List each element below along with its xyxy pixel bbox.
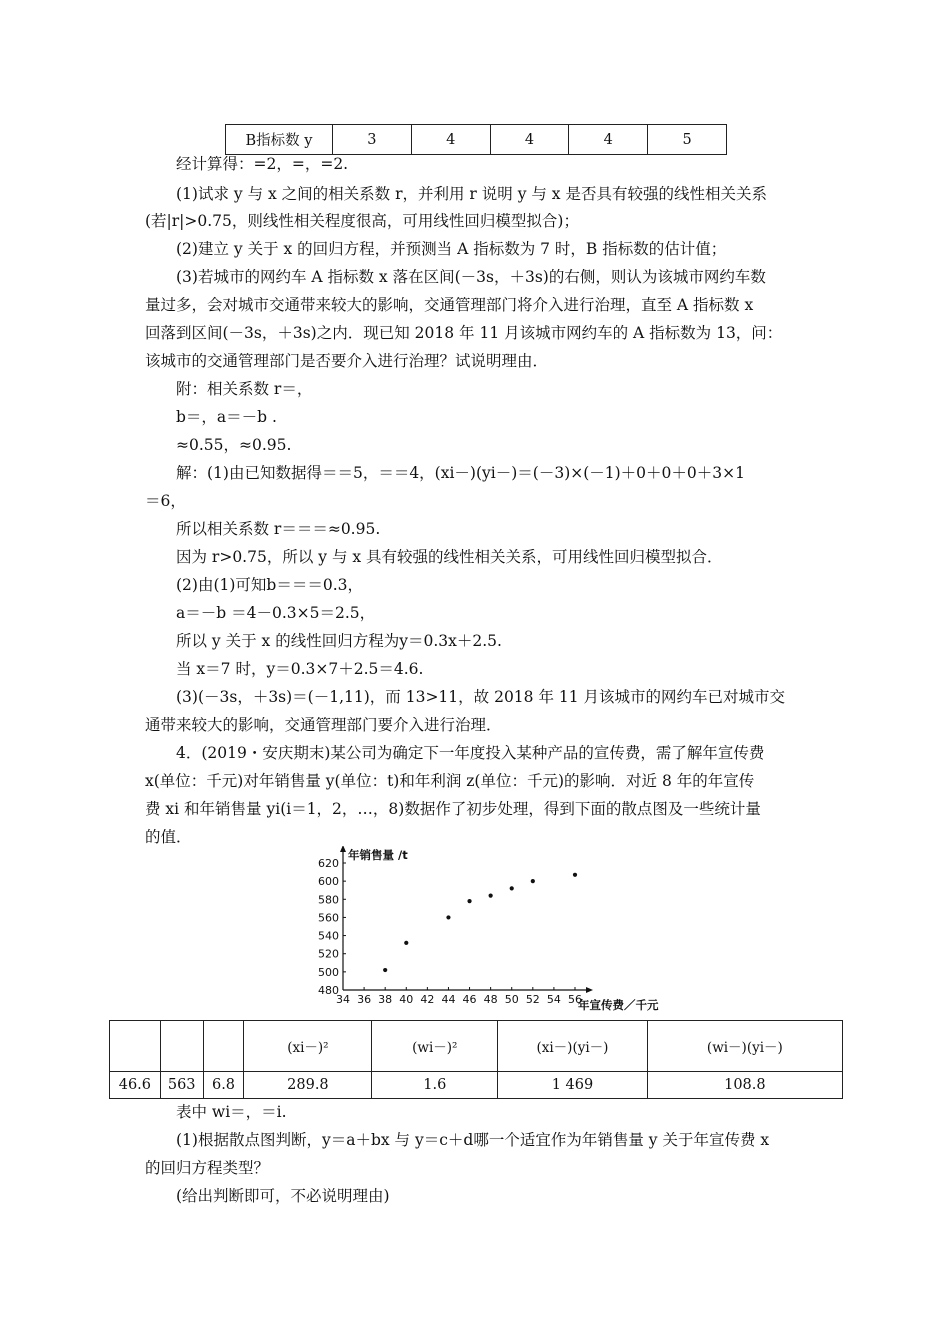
text-line: (若|r|>0.75，则线性相关程度很高，可用线性回归模型拟合)；	[145, 212, 579, 230]
data-point	[404, 941, 408, 945]
stats-header: (wi－)²	[372, 1021, 498, 1072]
x-tick-label: 48	[483, 993, 498, 1006]
data-point	[510, 886, 514, 890]
text-line: a＝－b ＝4－0.3×5＝2.5，	[176, 604, 376, 622]
y-tick-label: 480	[318, 984, 339, 997]
scatter-chart	[310, 846, 680, 1014]
text-line: 经计算得：=2，=，=2.	[176, 155, 349, 173]
stats-value: 289.8	[244, 1072, 372, 1099]
stats-header	[110, 1021, 161, 1072]
x-tick-label: 38	[378, 993, 393, 1006]
y-tick-label: 540	[318, 929, 339, 943]
b-value: 5	[648, 125, 727, 155]
stats-value: 108.8	[647, 1072, 842, 1099]
text-line: 附：相关系数 r＝，	[176, 380, 313, 398]
stats-header: (xi－)²	[244, 1021, 372, 1072]
stats-table	[109, 1020, 843, 1099]
text-line: 解：(1)由已知数据得＝＝5，＝＝4，(xi－)(yi－)＝(－3)×(－1)＋0＋0＋0＋3×1	[176, 464, 745, 482]
y-axis-arrow	[340, 846, 346, 852]
x-tick-label: 56	[568, 993, 582, 1006]
x-tick-label: 34	[336, 993, 350, 1006]
data-point	[573, 873, 577, 877]
x-tick-label: 40	[399, 993, 414, 1006]
text-line: 4．(2019・安庆期末)某公司为确定下一年度投入某种产品的宣传费，需了解年宣传费	[176, 744, 765, 762]
text-line: 因为 r>0.75，所以 y 与 x 具有较强的线性相关关系，可用线性回归模型拟合．	[176, 548, 723, 566]
text-line: x(单位：千元)对年销售量 y(单位：t)和年利润 z(单位：千元)的影响．对近 8 年的年宣传	[145, 772, 755, 790]
x-tick-label: 36	[357, 993, 372, 1006]
x-tick-label: 54	[546, 993, 561, 1006]
b-value: 4	[411, 125, 490, 155]
text-line: 所以 y 关于 x 的线性回归方程为y＝0.3x＋2.5.	[176, 632, 502, 650]
y-tick-label: 600	[318, 875, 339, 889]
text-line: (给出判断即可，不必说明理由)	[176, 1187, 390, 1205]
text-line: 表中 wi＝，＝i.	[176, 1103, 287, 1121]
x-tick-label: 46	[462, 993, 477, 1006]
b-value: 4	[490, 125, 569, 155]
data-point	[531, 879, 535, 883]
stats-header: (xi－)(yi－)	[498, 1021, 648, 1072]
text-line: 的值．	[145, 828, 192, 846]
b-value: 4	[569, 125, 648, 155]
text-line: ＝6，	[145, 492, 186, 510]
text-line: 费 xi 和年销售量 yi(i＝1，2，…，8)数据作了初步处理，得到下面的散点图及一些统计量	[145, 800, 761, 818]
b-value: 3	[333, 125, 412, 155]
text-line: 量过多，会对城市交通带来较大的影响，交通管理部门将介入进行治理，直至 A 指标数 x	[145, 296, 754, 314]
text-line: 通带来较大的影响，交通管理部门要介入进行治理．	[145, 716, 502, 734]
b-index-table	[225, 124, 727, 155]
data-point	[467, 899, 471, 903]
text-line: b＝，a＝－b .	[176, 408, 277, 426]
stats-header: (wi－)(yi－)	[647, 1021, 842, 1072]
text-line: 该城市的交通管理部门是否要介入进行治理？试说明理由．	[145, 352, 549, 370]
text-line: 的回归方程类型？	[145, 1159, 270, 1177]
b-row-label: B指标数 y	[226, 125, 333, 155]
y-tick-label: 620	[318, 857, 339, 870]
y-tick-label: 560	[318, 911, 339, 925]
data-point	[383, 968, 387, 972]
x-tick-label: 50	[504, 993, 519, 1006]
x-tick-label: 44	[441, 993, 456, 1006]
text-line: (1)根据散点图判断，y＝a＋bx 与 y＝c＋d哪一个适宜作为年销售量 y 关于年宣传费 x	[176, 1131, 770, 1149]
data-point	[489, 894, 493, 898]
stats-value: 1 469	[498, 1072, 648, 1099]
stats-value: 1.6	[372, 1072, 498, 1099]
stats-value: 563	[160, 1072, 203, 1099]
x-axis-arrow	[586, 987, 593, 993]
x-tick-label: 42	[420, 993, 435, 1006]
text-line: 当 x＝7 时，y＝0.3×7＋2.5＝4.6.	[176, 660, 424, 678]
text-line: (2)建立 y 关于 x 的回归方程，并预测当 A 指标数为 7 时，B 指标数的估计值；	[176, 240, 727, 258]
y-tick-label: 580	[318, 893, 339, 907]
text-line: (1)试求 y 与 x 之间的相关系数 r，并利用 r 说明 y 与 x 是否具有较强的线性相关关系	[176, 185, 767, 203]
text-line: 回落到区间(－3s，＋3s)之内．现已知 2018 年 11 月该城市网约车的 A 指标数为 13，问：	[145, 324, 783, 342]
stats-value: 46.6	[110, 1072, 161, 1099]
stats-value: 6.8	[203, 1072, 244, 1099]
text-line: ≈0.55，≈0.95.	[176, 436, 292, 454]
y-tick-label: 500	[318, 965, 339, 979]
x-tick-label: 52	[525, 993, 540, 1006]
y-axis-label: 年销售量 /t	[348, 848, 408, 862]
text-line: 所以相关系数 r＝＝＝≈0.95.	[176, 520, 381, 538]
text-line: (2)由(1)可知b＝＝＝0.3，	[176, 576, 363, 594]
text-line: (3)(－3s，＋3s)＝(－1,11)，而 13>11，故 2018 年 11 月该城市的网约车已对城市交	[176, 688, 786, 706]
y-tick-label: 520	[318, 947, 339, 961]
text-line: (3)若城市的网约车 A 指标数 x 落在区间(－3s，＋3s)的右侧，则认为该城市网约车数	[176, 268, 766, 286]
x-axis-label: 年宣传费／千元	[578, 998, 659, 1012]
stats-header	[203, 1021, 244, 1072]
stats-header	[160, 1021, 203, 1072]
data-point	[446, 915, 450, 919]
